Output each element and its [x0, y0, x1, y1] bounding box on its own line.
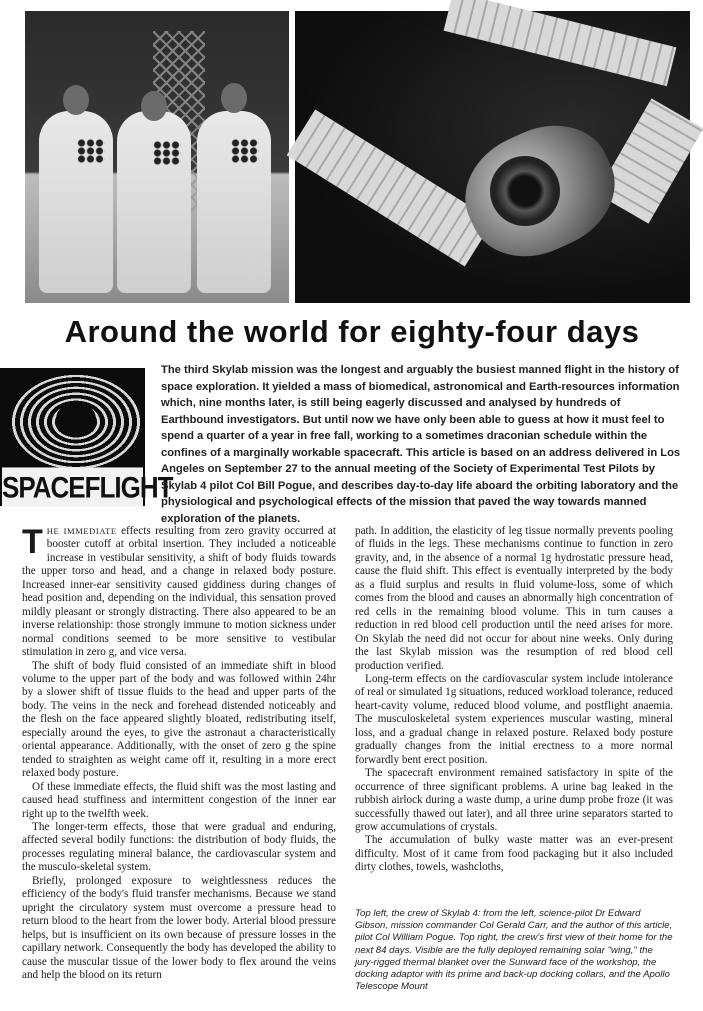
skylab-photo — [295, 11, 690, 303]
crew-photo — [25, 11, 289, 303]
astronaut-head — [63, 85, 89, 115]
emblem-label: SPACEFLIGHT — [2, 467, 143, 506]
body-paragraph: path. In addition, the elasticity of leg tissue normally prevents pooling of fluids in the legs. These mechanisms continue to function in zero gravity, and, in the absence of a normal 1g hydrostatic pressure head, cause the fluid shift. This effect is eventually interpreted by the body as a fluid surplus and results in fluid volume-loss, some of which comes from the blood and causes an abnormally high concentration of red cells in the remaining blood volume. This in turn causes a reduction in red blood cell production until the need arises for more. On Skylab the need did not occur for about nine weeks. Only during the last Skylab mission was the resumption of red blood cell production verified. — [355, 525, 673, 672]
paragraph-text: effects resulting from zero gravity occurred at booster cutoff at orbital insertion. They included a noticeable increase in vestibular sensitivity, a shift of body fluids towards the upper torso and head, and a change in relaxed body posture. Increased inner-ear sensitivity caused giddiness during changes of head position and, depending on the individual, this sensation proved mildly pleasant or strongly distracting. There also appeared to be an inverse relationship: those strongly immune to motion sickness under normal conditions seemed to be more sensitive to vestibular stimulation in zero g, and vice versa. — [22, 525, 337, 659]
drop-cap: T — [22, 523, 43, 561]
body-paragraph: Long-term effects on the cardiovascular system include intolerance of real or simulated 1g situations, reduced workload tolerance, reduced heart-cavity volume, reduced blood volume, and postflight anaemia. The musculoskeletal system experiences muscular wasting, mineral loss, and a gradual change in relaxed posture. Relaxed body posture gradually changes from the initial erectness to a more normal forwardly bent erect position. — [355, 672, 673, 766]
body-paragraph: The longer-term effects, those that were gradual and enduring, affected several bodily functions: the distribution of body fluids, the processes regulating mineral balance, the cardiovascular system and the musculo-skeletal system. — [22, 820, 336, 874]
lead-smallcaps: HE IMMEDIATE — [46, 526, 117, 536]
suit-patch-graphic — [231, 139, 259, 163]
astronaut-figure — [117, 111, 191, 293]
article-intro: The third Skylab mission was the longest and arguably the busiest manned flight in the history of space exploration. It yielded a mass of biomedical, astronomical and Earth-resources information which, nine months later, is still being eagerly discussed and analysed by hundreds of Earthbound investigators. But until now we have only been able to guess at how it must feel to spend a quarter of a year in free fall, working to a sometimes draconian schedule within the confines of a marginally workable spacecraft. This article is based on an address delivered in Los Angeles on September 27 to the annual meeting of the Society of Experimental Test Pilots by Skylab 4 pilot Col Bill Pogue, and describes day-to-day life aboard the orbiting laboratory and the physiological and psychological effects of the mission that paved the way towards manned exploration of the planets. — [161, 364, 681, 525]
suit-patch-graphic — [77, 139, 105, 163]
body-column-left — [22, 525, 336, 982]
swirl-core-graphic — [56, 402, 96, 436]
spaceflight-emblem — [0, 368, 173, 506]
body-paragraph: Of these immediate effects, the fluid shift was the most lasting and caused head stuffiness and intermittent congestion of the inner ear right up to the twelfth week. — [22, 780, 336, 820]
solar-panel-graphic — [444, 0, 677, 86]
body-paragraph: The shift of body fluid consisted of an immediate shift in blood volume to the upper part of the body and was followed within 24hr by a slower shift of tissue fluids to the head and upper parts of the body. The veins in the neck and forehead distended noticeably and the flesh on the face appeared slightly bloated, redistributing itself, especially around the eyes, to give the astronaut a characteristically oriental appearance. Additionally, with the onset of zero g the spine tended to straighten as weight came off it, resulting in a more erect relaxed body posture. — [22, 659, 336, 780]
docking-port-graphic — [490, 156, 560, 226]
suit-patch-graphic — [153, 141, 181, 165]
body-paragraph: The spacecraft environment remained satisfactory in spite of the occurrence of three significant problems. A urine bag leaked in the rubbish airlock during a waste dump, a urine dump probe froze (it was successfully thawed out later), and all three urine separators started to grow accumulations of crystals. — [355, 767, 673, 833]
body-column-right — [355, 525, 673, 875]
body-paragraph: Briefly, prolonged exposure to weightlessness reduces the efficiency of the body's fluid transfer mechanisms. Because we stand upright the circulatory system must overcome a pressure head to return blood to the heart from the lower body. Arterial blood pressure helps, but is insufficient on its own because of pressure losses in the capillary network. Consequently the body has developed the ability to cause the muscular tissue of the lower body to flex around the veins and help the blood on its return — [22, 874, 336, 981]
photo-caption: Top left, the crew of Skylab 4: from the left, science-pilot Dr Edward Gibson, mission commander Col Gerald Carr, and the author of this article, pilot Col William Pogue. Top right, the crew's first view of their home for the next 84 days. Visible are the fully deployed remaining solar "wing," the jury-rigged thermal blanket over the Sunward face of the workshop, the docking adaptor with its prime and back-up docking collars, and the Apollo Telescope Mount — [355, 908, 673, 993]
body-paragraph: The accumulation of bulky waste matter was an ever-present difficulty. Most of it came from food packaging but it also included dirty clothes, towels, washcloths, — [355, 834, 673, 874]
astronaut-head — [221, 83, 247, 113]
body-paragraph — [22, 525, 336, 660]
solar-panel-graphic — [597, 98, 703, 223]
article-headline: Around the world for eighty-four days — [64, 314, 640, 349]
solar-wing-graphic — [287, 109, 494, 266]
astronaut-head — [141, 91, 167, 121]
